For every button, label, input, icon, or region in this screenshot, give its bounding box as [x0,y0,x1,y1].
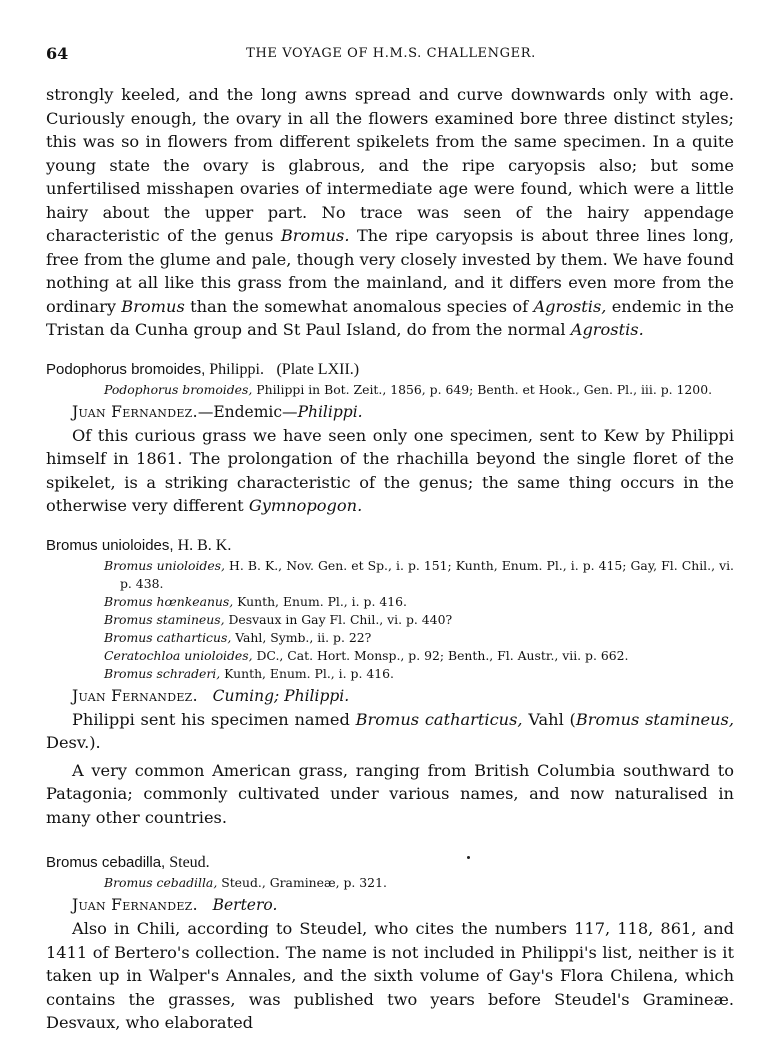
paragraph [46,708,734,755]
locality-line [72,684,734,708]
text-run: endemic in the Tristan da Cunha group and St Paul Island, do from the normal [46,296,734,339]
text-run: than the somewhat anomalous species of [184,296,534,316]
synonym-citation: H. B. K., Nov. Gen. et Sp., i. p. 151; Kunth, Enum. Pl., i. p. 415; Gay, Fl. Chil., vi. p. 438. [120,557,734,591]
locality-source: Cuming; Philippi. [212,686,350,705]
synonym-name: Bromus cebadilla, [104,875,218,890]
paragraph [46,424,734,518]
paragraph: Also in Chili, according to Steudel, who cites the numbers 117, 118, 861, and 1411 of Bertero's collection. The name is not included in Philippi's list, neither is it taken up in Walper's Annales, and the sixth volume of Gay's Flora Chilena, which contains the grasses, was published two years before Steudel's Gramineæ. Desvaux, who elaborated [46,919,734,1032]
spacer [46,518,734,526]
species-name-italic: Bromus stamineus, [575,709,734,729]
synonym-line [104,593,734,611]
locality-status: —Endemic— [197,402,298,421]
plate-reference: (Plate LXII.) [276,360,360,378]
synonym-name: Ceratochloa unioloides, [104,647,253,663]
spacer [46,829,734,843]
species-heading-bromus-cebadilla [46,852,734,874]
synonym-name: Podophorus bromoides, [104,381,253,397]
text-run: Of this curious grass we have seen only one specimen, sent to Kew by Philippi himself in 1861. The prolongation of the rhachilla beyond the single floret of the spikelet, is a striking characteristic of the genus; the same thing occurs in the otherwise very different [46,425,734,515]
synonym-name: Bromus stamineus, [104,611,225,627]
running-title: THE VOYAGE OF H.M.S. CHALLENGER. [246,46,536,61]
species-heading-podophorus [46,359,734,381]
synonym-line [104,611,734,629]
ink-speck [467,856,470,859]
locality-place: Juan Fernandez. [72,686,198,705]
synonym-line [104,629,734,647]
locality-place: Juan Fernandez. [72,896,198,914]
synonym-citation: Steud., Gramineæ, p. 321. [217,875,387,890]
species-name: Podophorus bromoides, [46,360,206,378]
spacer [46,342,734,350]
locality-line [72,400,734,424]
paragraph-continuation [46,83,734,342]
species-author: Steud. [165,854,210,871]
genus-name: Bromus [121,296,185,316]
synonym-line [104,874,734,892]
page-body [46,83,734,1035]
genus-name: Agrostis. [570,320,644,339]
locality-source: Bertero. [212,896,278,914]
synonym-line [104,647,734,665]
synonym-citation: Kunth, Enum. Pl., i. p. 416. [233,593,407,609]
paragraph: A very common American grass, ranging from British Columbia southward to Patagonia; commonly cultivated under various names, and now naturalised in many other countries. [46,760,734,827]
synonym-line [104,557,734,593]
text-run: The ripe caryopsis is about three lines long, free from the glume and pale, though very closely invested by them. We have found nothing at all like this grass from the mainland, and it differs even more from the ordinary [46,226,734,316]
locality-source: Philippi. [297,402,363,421]
genus-name: Bromus. [280,226,350,245]
synonym-name: Bromus schraderi, [104,665,221,681]
synonym-line [104,381,734,399]
locality-place: Juan Fernandez. [72,402,198,421]
text-run: strongly keeled, and the long awns spread and curve downwards only with age. Curiously enough, the ovary in all the flowers examined bore three distinct styles; this was so in flowers from different spikelets from the same specimen. In a quite young state the ovary is glabrous, and the ripe caryopsis also; but some unfertilised misshapen ovaries of intermediate age were found, which were a little hairy about the upper part. No trace was seen of the hairy appendage characteristic of the genus [46,85,734,245]
text-run: Desv.). [46,733,101,752]
species-name-italic: Bromus catharticus, [355,709,523,729]
species-name: Bromus cebadilla, [46,854,166,871]
synonym-citation: Vahl, Symb., ii. p. 22? [231,629,372,645]
synonym-name: Bromus unioloides, [104,557,225,573]
species-author: Philippi. [205,360,264,378]
page-number: 64 [46,44,69,63]
genus-name: Gymnopogon. [248,496,363,515]
synonym-citation: Philippi in Bot. Zeit., 1856, p. 649; Benth. et Hook., Gen. Pl., iii. p. 1200. [252,381,713,397]
synonym-citation: DC., Cat. Hort. Monsp., p. 92; Benth., Fl. Austr., vii. p. 662. [252,647,629,663]
synonym-citation: Desvaux in Gay Fl. Chil., vi. p. 440? [224,611,453,627]
synonym-line [104,665,734,683]
synonym-name: Bromus hœnkeanus, [104,593,234,609]
genus-name: Agrostis, [533,296,607,316]
page-header [46,44,736,66]
text-run: Vahl ( [522,709,576,729]
text-run: Philippi sent his specimen named [72,709,356,729]
locality-line [72,893,734,917]
synonym-citation: Kunth, Enum. Pl., i. p. 416. [220,665,394,681]
species-author: H. B. K. [173,536,232,554]
species-name: Bromus unioloides, [46,536,174,554]
synonym-name: Bromus catharticus, [104,629,232,645]
species-heading-bromus-unioloides [46,535,734,557]
